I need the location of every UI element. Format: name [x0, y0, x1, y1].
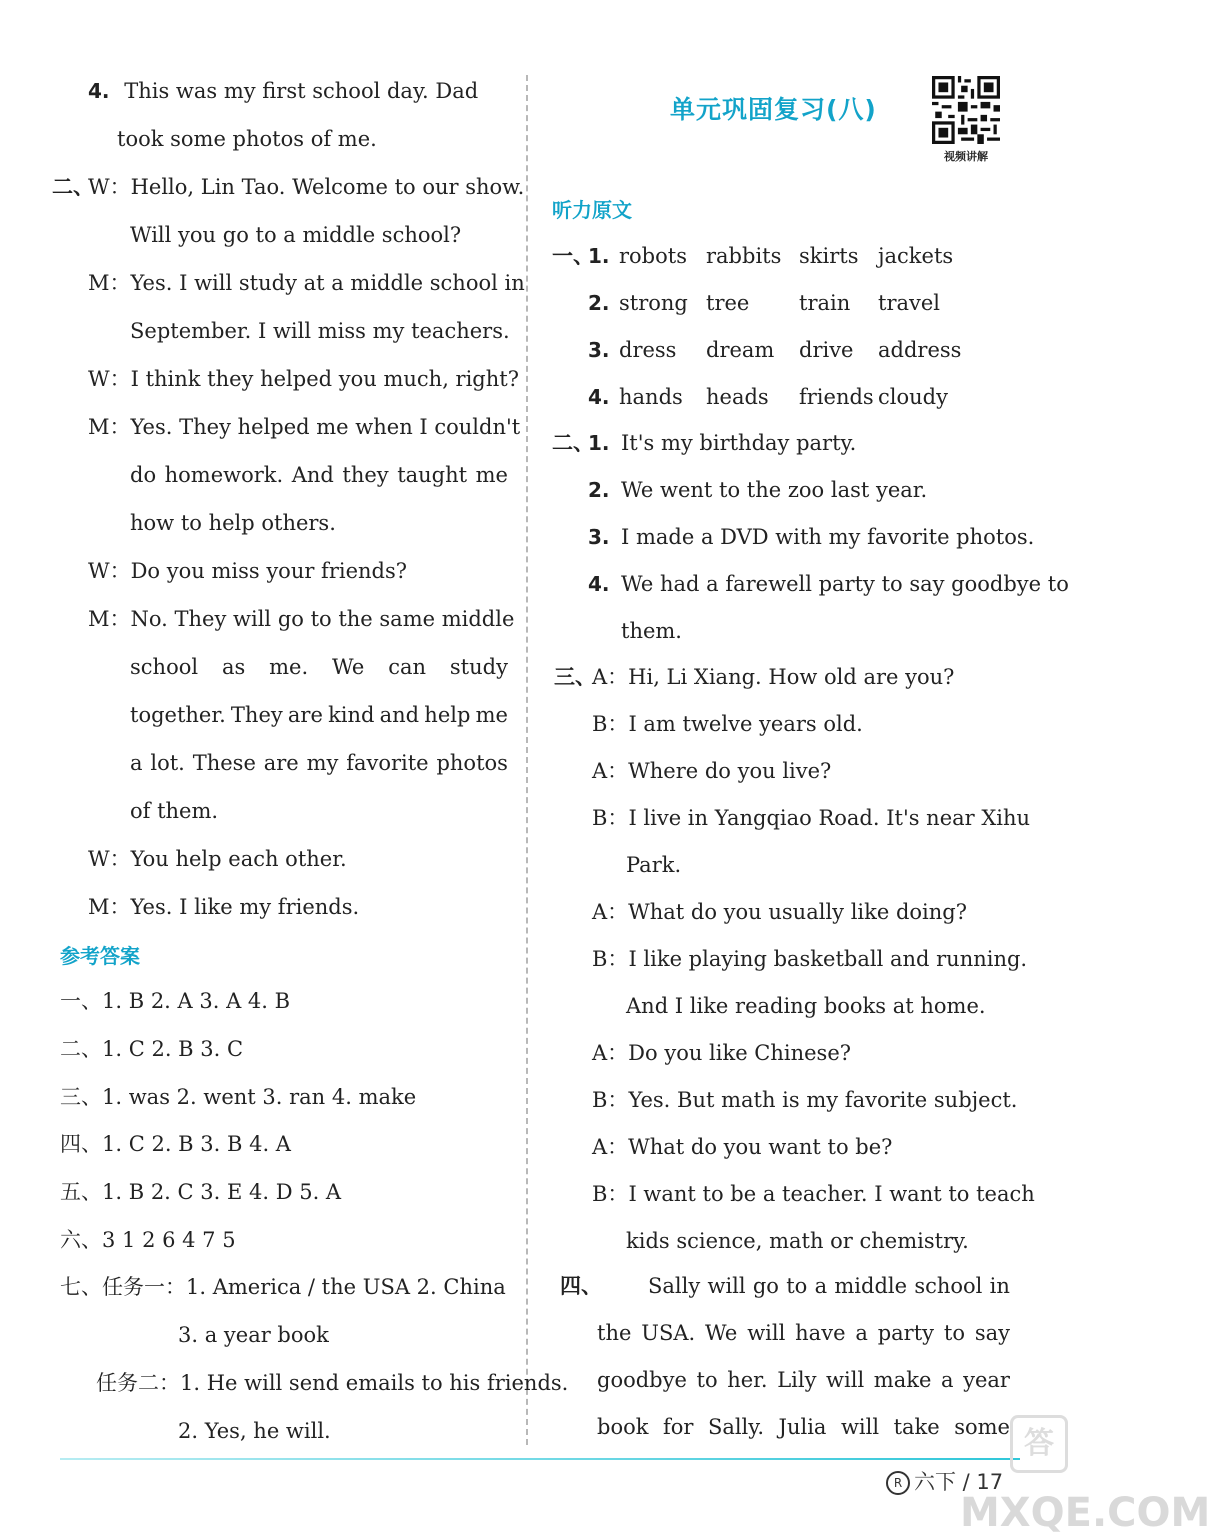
word: Lily	[777, 1368, 817, 1392]
word: middle	[834, 1274, 908, 1298]
speaker-label: W：	[88, 367, 131, 391]
word-row-number: 2.	[588, 291, 610, 315]
dialogue-line	[592, 662, 954, 692]
answer-row-7a: 七、任务一：1. America / the USA 2. China	[60, 1275, 506, 1299]
speaker-label: W：	[88, 175, 131, 199]
left-item4-line2: took some photos of me.	[117, 127, 377, 151]
passage-line	[597, 1412, 1010, 1442]
speaker-label: B：	[592, 806, 629, 830]
dialogue-line	[88, 172, 524, 202]
word: party	[877, 1321, 935, 1345]
passage-line	[597, 1365, 1010, 1395]
dialogue-line	[88, 556, 407, 586]
dialogue-text: I want to be a teacher. I want to teach	[628, 1182, 1035, 1206]
word: We	[332, 655, 365, 679]
word: school	[130, 655, 199, 679]
word: school	[914, 1274, 983, 1298]
word: study	[449, 655, 508, 679]
dialogue-text: Yes. They helped me when I couldn't	[130, 415, 521, 439]
sentence-text: We had a farewell party to say goodbye to	[621, 572, 1069, 596]
dialogue-line	[626, 850, 681, 880]
word: taught	[397, 463, 468, 487]
dialogue-line	[130, 700, 508, 730]
answer-row-6: 六、3 1 2 6 4 7 5	[60, 1228, 236, 1252]
word: a	[855, 1321, 868, 1345]
dialogue-text: Yes. I like my friends.	[130, 895, 360, 919]
speaker-label: M：	[88, 415, 131, 439]
dialogue-line	[130, 316, 510, 346]
word: help	[424, 703, 471, 727]
word-cell: drive	[799, 338, 854, 362]
word: USA.	[641, 1321, 696, 1345]
answer-row-7c: 任务二：1. He will send emails to his friends.	[96, 1371, 569, 1395]
speaker-label: M：	[88, 895, 131, 919]
speaker-label: W：	[88, 847, 131, 871]
page-number: 六下 / 17	[914, 1470, 1004, 1494]
sentence-number: 3.	[588, 525, 610, 549]
word-cell: heads	[706, 385, 769, 409]
word: These	[192, 751, 256, 775]
speaker-label: A：	[592, 1041, 629, 1065]
dialogue-text: how to help others.	[130, 511, 336, 535]
dialogue-line	[88, 412, 520, 442]
speaker-label: M：	[88, 607, 131, 631]
dialogue-text: Yes. I will study at a middle school in	[130, 271, 525, 295]
word-row-number: 4.	[588, 385, 610, 409]
word: book	[597, 1415, 649, 1439]
answer-row-1: 一、1. B 2. A 3. A 4. B	[60, 989, 291, 1013]
word: lot.	[150, 751, 185, 775]
dialogue-text: I live in Yangqiao Road. It's near Xihu	[628, 806, 1031, 830]
answer-row-7d: 2. Yes, he will.	[178, 1419, 331, 1443]
dialogue-line	[592, 756, 831, 786]
word: year	[963, 1368, 1010, 1392]
word: will	[840, 1415, 880, 1439]
word-cell: tree	[706, 291, 750, 315]
dialogue-line	[592, 897, 967, 927]
word: can	[388, 655, 427, 679]
qr-code-icon	[932, 76, 1000, 144]
dialogue-text: Hi, Li Xiang. How old are you?	[628, 665, 955, 689]
dialogue-line	[130, 460, 508, 490]
qr-caption: 视频讲解	[944, 150, 988, 163]
dialogue-line	[592, 803, 1030, 833]
word: go	[752, 1274, 779, 1298]
word: the	[597, 1321, 632, 1345]
answers-heading: 参考答案	[60, 944, 140, 968]
word: say	[974, 1321, 1010, 1345]
right-section3-label: 三、	[554, 665, 596, 689]
dialogue-line	[130, 508, 336, 538]
word: in	[989, 1274, 1010, 1298]
sentence-continuation: them.	[621, 619, 682, 643]
word: and	[379, 703, 420, 727]
word: kind	[328, 703, 375, 727]
dialogue-line	[130, 796, 218, 826]
dialogue-text: of them.	[130, 799, 219, 823]
word: make	[873, 1368, 932, 1392]
dialogue-text: I am twelve years old.	[628, 712, 863, 736]
passage-line	[648, 1271, 1010, 1301]
word: as	[221, 655, 246, 679]
word: a	[940, 1368, 954, 1392]
right-section4-label: 四、	[560, 1274, 602, 1298]
word: me.	[269, 655, 309, 679]
word: photos	[436, 751, 508, 775]
dialogue-line	[88, 892, 359, 922]
word: take	[893, 1415, 940, 1439]
dialogue-text: What do you usually like doing?	[628, 900, 967, 924]
word: Sally.	[707, 1415, 765, 1439]
sentence-text: I made a DVD with my favorite photos.	[621, 525, 1035, 549]
word-cell: robots	[619, 244, 687, 268]
word-cell: skirts	[799, 244, 859, 268]
word: me	[475, 703, 508, 727]
dialogue-text: kids science, math or chemistry.	[626, 1229, 969, 1253]
word: are	[263, 751, 299, 775]
watermark-text: MXQE.COM	[960, 1490, 1210, 1536]
word: will	[707, 1274, 746, 1298]
dialogue-text: Do you like Chinese?	[628, 1041, 852, 1065]
dialogue-line	[592, 709, 863, 739]
word: have	[795, 1321, 846, 1345]
footer-rule	[60, 1458, 1020, 1460]
word: to	[786, 1274, 808, 1298]
dialogue-line	[130, 220, 461, 250]
sentence-number: 1.	[588, 431, 610, 455]
word: We	[705, 1321, 738, 1345]
word: some	[954, 1415, 1010, 1439]
word: together.	[130, 703, 226, 727]
answer-row-4: 四、1. C 2. B 3. B 4. A	[60, 1132, 291, 1156]
answer-row-5: 五、1. B 2. C 3. E 4. D 5. A	[60, 1180, 342, 1204]
word: goodbye	[597, 1368, 687, 1392]
word: will	[826, 1368, 865, 1392]
dialogue-text: And I like reading books at home.	[626, 994, 986, 1018]
word: And	[291, 463, 334, 487]
word: for	[662, 1415, 694, 1439]
watermark-logo: 答	[1010, 1415, 1068, 1473]
word-cell: dream	[706, 338, 775, 362]
word-cell: train	[799, 291, 851, 315]
word-row-number: 3.	[588, 338, 610, 362]
word-cell: dress	[619, 338, 677, 362]
dialogue-line	[592, 1179, 1035, 1209]
word-cell: friends	[799, 385, 874, 409]
listening-heading: 听力原文	[552, 198, 632, 222]
speaker-label: A：	[592, 900, 629, 924]
speaker-label: B：	[592, 712, 629, 736]
edition-badge: R	[886, 1471, 910, 1495]
speaker-label: A：	[592, 665, 629, 689]
word: homework.	[164, 463, 284, 487]
dialogue-text: Park.	[626, 853, 682, 877]
dialogue-line	[88, 268, 525, 298]
dialogue-line	[626, 991, 986, 1021]
dialogue-text: No. They will go to the same middle	[130, 607, 515, 631]
dialogue-text: Where do you live?	[628, 759, 832, 783]
dialogue-text: You help each other.	[130, 847, 347, 871]
word-cell: hands	[619, 385, 683, 409]
word: favorite	[346, 751, 429, 775]
right-section2-label: 二、	[552, 431, 594, 455]
word-cell: jackets	[878, 244, 954, 268]
dialogue-line	[88, 604, 514, 634]
dialogue-line	[130, 652, 508, 682]
speaker-label: A：	[592, 1135, 629, 1159]
speaker-label: B：	[592, 1088, 629, 1112]
dialogue-text: Yes. But math is my favorite subject.	[628, 1088, 1018, 1112]
dialogue-line	[592, 1085, 1017, 1115]
unit-review-title: 单元巩固复习(八)	[670, 95, 877, 124]
word: me	[475, 463, 508, 487]
dialogue-text: I like playing basketball and running.	[628, 947, 1028, 971]
word: to	[696, 1368, 718, 1392]
dialogue-line	[592, 1038, 851, 1068]
left-section2-label: 二、	[52, 175, 94, 199]
word: they	[342, 463, 389, 487]
dialogue-text: I think they helped you much, right?	[130, 367, 519, 391]
answer-row-7b: 3. a year book	[178, 1323, 329, 1347]
word: do	[130, 463, 157, 487]
dialogue-line	[130, 748, 508, 778]
left-item4-line1: 4. This was my first school day. Dad	[88, 79, 479, 103]
sentence-text: We went to the zoo last year.	[621, 478, 928, 502]
passage-line	[597, 1318, 1010, 1348]
word: a	[130, 751, 143, 775]
answer-row-2: 二、1. C 2. B 3. C	[60, 1037, 244, 1061]
dialogue-text: Do you miss your friends?	[130, 559, 408, 583]
word-cell: travel	[878, 291, 941, 315]
word-row-number: 1.	[588, 244, 610, 268]
word-cell: address	[878, 338, 962, 362]
word: my	[306, 751, 339, 775]
speaker-label: W：	[88, 559, 131, 583]
word: They	[230, 703, 283, 727]
speaker-label: B：	[592, 947, 629, 971]
dialogue-line	[88, 364, 519, 394]
speaker-label: B：	[592, 1182, 629, 1206]
sentence-text: It's my birthday party.	[621, 431, 857, 455]
dialogue-text: September. I will miss my teachers.	[130, 319, 510, 343]
dialogue-line	[592, 1132, 892, 1162]
word-cell: strong	[619, 291, 688, 315]
sentence-number: 4.	[588, 572, 610, 596]
dialogue-text: Hello, Lin Tao. Welcome to our show.	[130, 175, 525, 199]
word-cell: rabbits	[706, 244, 782, 268]
word: to	[943, 1321, 965, 1345]
dialogue-line	[592, 944, 1027, 974]
word: Julia	[778, 1415, 827, 1439]
dialogue-line	[626, 1226, 969, 1256]
sentence-number: 2.	[588, 478, 610, 502]
word: a	[814, 1274, 828, 1298]
dialogue-text: What do you want to be?	[628, 1135, 893, 1159]
word: her.	[727, 1368, 768, 1392]
speaker-label: A：	[592, 759, 629, 783]
column-divider	[526, 75, 528, 1445]
dialogue-text: Will you go to a middle school?	[130, 223, 462, 247]
speaker-label: M：	[88, 271, 131, 295]
right-section1-label: 一、	[552, 244, 594, 268]
answer-row-3: 三、1. was 2. went 3. ran 4. make	[60, 1085, 417, 1109]
word-cell: cloudy	[878, 385, 948, 409]
dialogue-line	[88, 844, 347, 874]
word: will	[747, 1321, 786, 1345]
word: are	[287, 703, 323, 727]
word: Sally	[648, 1274, 701, 1298]
